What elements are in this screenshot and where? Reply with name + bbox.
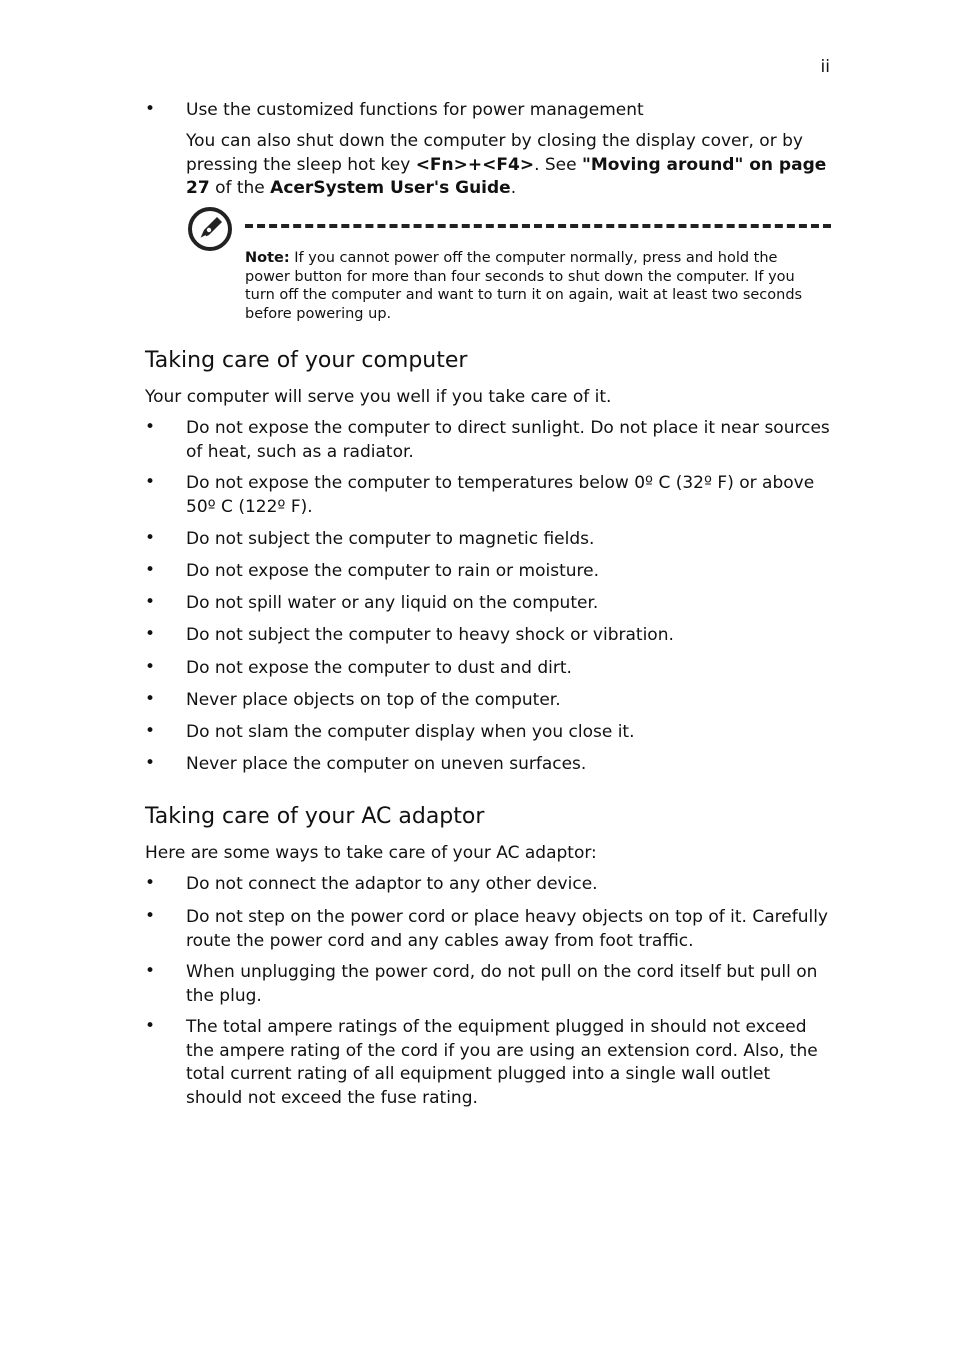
bullet-marker: • bbox=[145, 961, 156, 981]
list-item: Do not expose the computer to dust and dirt. bbox=[186, 658, 572, 678]
note-divider bbox=[245, 224, 831, 228]
list-item: Never place objects on top of the computer. bbox=[186, 690, 561, 710]
note-label: Note: bbox=[245, 250, 290, 266]
list-item: Do not expose the computer to direct sunlight. Do not place it near sources of heat, such as a radiator. bbox=[186, 418, 830, 462]
bullet-marker: • bbox=[145, 873, 156, 893]
cross-reference-link[interactable]: "Moving around" on page 27 bbox=[186, 154, 827, 198]
bullet-marker: • bbox=[145, 417, 156, 437]
list-item: Use the customized functions for power management bbox=[186, 100, 644, 120]
list-item: Do not step on the power cord or place heavy objects on top of it. Carefully route the power cord and any cables away from foot traffic. bbox=[186, 907, 828, 951]
hotkey-text: <Fn>+<F4> bbox=[415, 154, 535, 175]
bullet-marker: • bbox=[145, 753, 156, 773]
note-pen-icon bbox=[187, 206, 233, 252]
list-item: Do not spill water or any liquid on the computer. bbox=[186, 593, 599, 613]
list-item: Never place the computer on uneven surfaces. bbox=[186, 754, 587, 774]
bullet-marker: • bbox=[145, 1016, 156, 1036]
list-item: Do not expose the computer to temperatures below 0º C (32º F) or above 50º C (122º F). bbox=[186, 473, 815, 517]
page-number: ii bbox=[820, 57, 830, 77]
section-heading-computer-care: Taking care of your computer bbox=[145, 348, 468, 373]
list-item: The total ampere ratings of the equipment plugged in should not exceed the ampere rating of the cord if you are using an extension cord. Also, the total current rating of all equipment plugged into a single wall outlet should not exceed the fuse rating. bbox=[186, 1017, 818, 1108]
bullet-marker: • bbox=[145, 657, 156, 677]
section-intro: Your computer will serve you well if you take care of it. bbox=[145, 387, 612, 407]
bullet-marker: • bbox=[145, 624, 156, 644]
list-item: Do not connect the adaptor to any other device. bbox=[186, 874, 598, 894]
shutdown-paragraph: You can also shut down the computer by closing the display cover, or by pressing the sleep hot key <Fn>+<F4>. See "Moving around" on page 27 of the AcerSystem User's Guide. bbox=[186, 131, 827, 198]
section-heading-adaptor-care: Taking care of your AC adaptor bbox=[145, 804, 485, 829]
bullet-marker: • bbox=[145, 472, 156, 492]
list-item: Do not subject the computer to heavy shock or vibration. bbox=[186, 625, 674, 645]
bullet-marker: • bbox=[145, 560, 156, 580]
section-intro: Here are some ways to take care of your AC adaptor: bbox=[145, 843, 597, 863]
list-item: Do not subject the computer to magnetic fields. bbox=[186, 529, 595, 549]
bullet-marker: • bbox=[145, 906, 156, 926]
guide-title: AcerSystem User's Guide bbox=[270, 178, 511, 198]
list-item: When unplugging the power cord, do not pull on the cord itself but pull on the plug. bbox=[186, 962, 818, 1006]
bullet-marker: • bbox=[145, 689, 156, 709]
note-text: Note: If you cannot power off the computer normally, press and hold the power button for more than four seconds to shut down the computer. If you turn off the computer and want to turn it on again, wait at least two seconds before powering up. bbox=[245, 250, 803, 322]
bullet-marker: • bbox=[145, 721, 156, 741]
bullet-marker: • bbox=[145, 592, 156, 612]
bullet-marker: • bbox=[145, 99, 156, 119]
bullet-marker: • bbox=[145, 528, 156, 548]
list-item: Do not slam the computer display when you close it. bbox=[186, 722, 635, 742]
list-item: Do not expose the computer to rain or moisture. bbox=[186, 561, 599, 581]
